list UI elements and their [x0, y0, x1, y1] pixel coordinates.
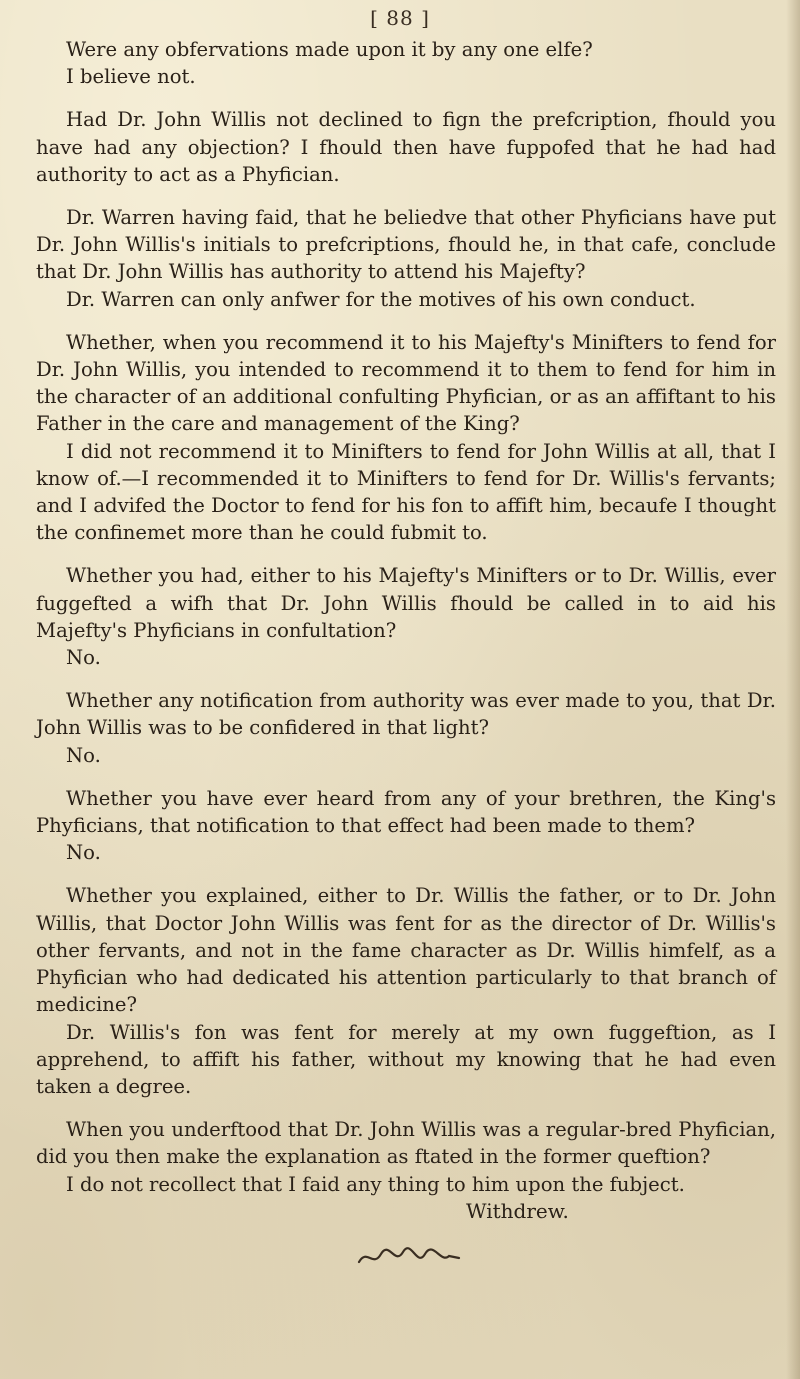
page-number: [ 88 ]	[370, 6, 430, 30]
question-paragraph: Whether you have ever heard from any of your brethren, the King's Phyficians, that notification to that effect had been made to them?	[36, 786, 776, 838]
answer-paragraph: I do not recollect that I faid any thing to him upon the fubject.	[66, 1172, 685, 1196]
answer-paragraph: No.	[66, 841, 101, 865]
page-edge-shadow	[786, 0, 800, 1379]
question-paragraph: Whether, when you recommend it to his Majefty's Minifters to fend for Dr. John Willis, you intended to recommend it to them to fend for him in the character of an additional confulting Phyfician, or as an affiftant to his Father in the care and management of the King?	[36, 330, 776, 436]
question-paragraph: Had Dr. John Willis not declined to fign the prefcription, fhould you have had any objection? I fhould then have fuppofed that he had had authority to act as a Phyfician.	[36, 108, 776, 186]
question-paragraph: Whether you had, either to his Majefty's Minifters or to Dr. Willis, ever fuggefted a wifh that Dr. John Willis fhould be called in to aid his Majefty's Phyficians in confultation?	[36, 564, 776, 642]
answer-paragraph: I believe not.	[66, 65, 196, 89]
answer-paragraph: No.	[66, 646, 101, 670]
document-body	[36, 36, 776, 1225]
question-paragraph: Whether you explained, either to Dr. Willis the father, or to Dr. John Willis, that Doctor John Willis was fent for as the director of Dr. Willis's other fervants, and not in the fame character as Dr. Willis himfelf, as a Phyfician who had dedicated his attention particularly to that branch of medicine?	[36, 884, 776, 1017]
question-paragraph: When you underftood that Dr. John Willis was a regular-bred Phyfician, did you then make the explanation as ftated in the former queftion?	[36, 1118, 776, 1169]
answer-paragraph: Dr. Warren can only anfwer for the motives of his own conduct.	[66, 287, 696, 311]
withdrew-note: Withdrew.	[466, 1198, 569, 1223]
question-paragraph: Whether any notification from authority was ever made to you, that Dr. John Willis was to be confidered in that light?	[36, 689, 776, 740]
answer-paragraph: I did not recommend it to Minifters to fend for John Willis at all, that I know of.—I recommended it to Minifters to fend for Dr. Willis's fervants; and I advifed the Doctor to fend for his fon to affift him, becaufe I thought the confinemet more than he could fubmit to.	[36, 439, 776, 545]
answer-paragraph: Dr. Willis's fon was fent for merely at my own fuggeftion, as I apprehend, to affift his father, without my knowing that he had even taken a degree.	[36, 1020, 776, 1098]
question-paragraph: Dr. Warren having faid, that he beliedve that other Phyficians have put Dr. John Willis's initials to prefcriptions, fhould he, in that cafe, conclude that Dr. John Willis has authority to attend his Majefty?	[36, 206, 776, 284]
ink-flourish	[355, 1238, 465, 1278]
question-paragraph: Were any obfervations made upon it by any one elfe?	[66, 38, 593, 61]
answer-paragraph: No.	[66, 743, 101, 767]
